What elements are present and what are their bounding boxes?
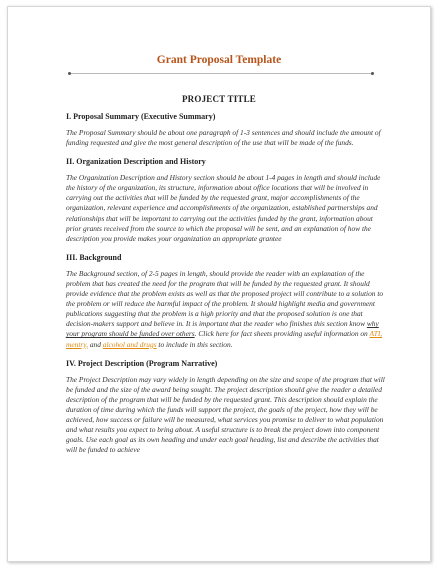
background-text-and: and xyxy=(87,339,103,349)
document-body xyxy=(66,111,386,463)
section-heading-organization: II. Organization Description and History xyxy=(66,157,206,167)
section-text-background xyxy=(66,269,386,350)
document-page xyxy=(7,6,431,562)
section-text-summary: The Proposal Summary should be about one paragraph of 1-3 sentences and should include the amount of funding requested and give the most general description of the use that will be made of the funds. xyxy=(66,128,381,148)
divider-right-dot xyxy=(371,72,374,75)
document-title: Grant Proposal Template xyxy=(156,54,282,66)
title-divider xyxy=(71,73,371,74)
link-ati-mentry[interactable]: ATI, mentry, xyxy=(66,329,383,349)
background-text-part3: to include in this section. xyxy=(156,339,233,349)
section-heading-project-description: IV. Project Description (Program Narrative) xyxy=(66,358,218,368)
section-text-organization: The Organization Description and History section should be about 1-4 pages in length and should include the history of the organization, its structure, information about office locations that will be involved in carrying out the activities that will be funded by the requested grant, major accomplishments of the organization, relevant experience and accomplishments of the organization, established partnerships and relationships that will be important to carrying out the activities funded by the grant, information about prior grants received from the source to which the proposal will be sent, and an explanation of how the description you provide makes your organization an appropriate grantee xyxy=(66,173,381,243)
divider-left-dot xyxy=(68,72,71,75)
section-heading-summary: I. Proposal Summary (Executive Summary) xyxy=(66,112,216,121)
background-underlined-text: why your program should be funded over others xyxy=(66,319,379,339)
section-heading-background: III. Background xyxy=(66,252,122,262)
project-title: PROJECT TITLE xyxy=(181,94,257,104)
background-text-part1: The Background section, of 2-5 pages in length, should provide the reader with an explanation of the problem that has created the need for the program that will be funded by the requested grant. It should provide evidence that the problem exists as well as that the proposed project will contribute to a solution to the problem or will reduce the harmful impact of the problem. It should highlight media and government publications suggesting that the problem is a high priority and that the proposed solution is one that decision-makers support and believe in. It is important that the reader who finishes this section know xyxy=(66,268,384,329)
section-text-project-description: The Project Description may vary widely in length depending on the size and scope of the program that will be funded and the size of the award being sought. The project description should give the reader a detailed description of the program that will be funded by the requested grant. This description should explain the duration of time during which the funds will support the project, the goals of the project, how they will be achieved, how success or failure will be measured, what services you promise to deliver to what population and what results you expect to bring about. A useful structure is to break the project down into component goals. Use each goal as its own heading and under each goal heading, list and describe the activities that will be funded to achieve xyxy=(66,374,385,455)
background-text-part2: . Click here for fact sheets providing useful information on xyxy=(194,329,370,339)
link-alcohol-and-drugs[interactable]: alcohol and drugs xyxy=(102,339,157,349)
